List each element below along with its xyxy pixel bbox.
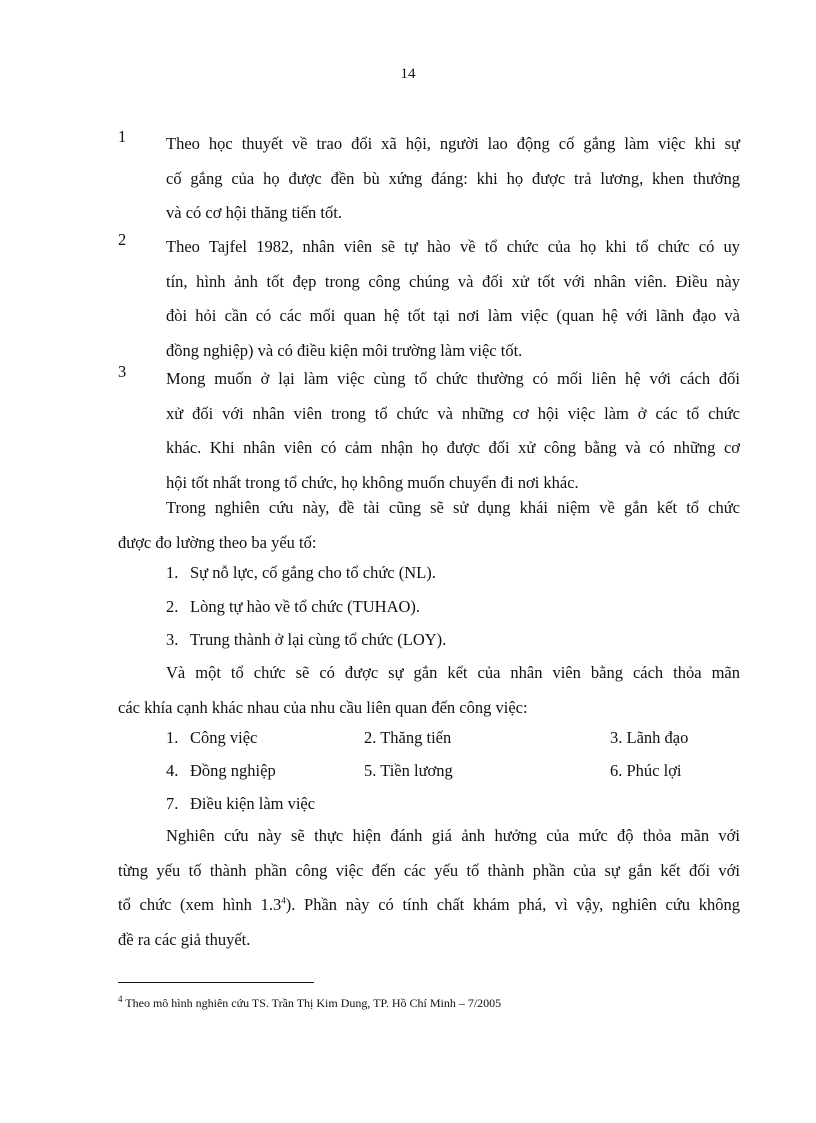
aspect-number: 1. — [166, 728, 179, 747]
item-line: xử đối với nhân viên trong tổ chức và những cơ hội việc làm ở các tổ chức — [166, 403, 740, 423]
paragraph-line: từng yếu tố thành phần công việc đến các yếu tố thành phần của sự gắn kết đối với — [118, 860, 740, 880]
paragraph — [118, 491, 740, 560]
footnote-divider — [118, 982, 314, 983]
footnote-reference[interactable]: 4 — [281, 895, 286, 906]
item-line: đồng nghiệp) và có điều kiện môi trường làm việc tốt. — [166, 340, 523, 360]
page-number: 14 — [400, 66, 416, 82]
factor-item — [166, 563, 436, 583]
paragraph-line: Nghiên cứu này sẽ thực hiện đánh giá ảnh hưởng của mức độ thỏa mãn với — [166, 826, 740, 845]
factor-item — [166, 630, 446, 650]
item-line: tín, hình ảnh tốt đẹp trong công chúng và đối xử tốt với nhân viên. Điều này — [166, 271, 740, 291]
item-line: Theo học thuyết về trao đổi xã hội, người lao động cố gắng làm việc khi sự — [166, 134, 740, 153]
item-number: 2 — [118, 230, 127, 249]
numbered-item — [118, 127, 740, 231]
aspect-item: 6. Phúc lợi — [610, 761, 682, 780]
factor-number: 1. — [166, 563, 179, 582]
paragraph-line: đề ra các giả thuyết. — [118, 929, 251, 949]
factor-number: 3. — [166, 630, 179, 649]
item-line: cố gắng của họ được đền bù xứng đáng: khi họ được trả lương, khen thưởng — [166, 168, 740, 188]
footnote-text: Theo mô hình nghiên cứu TS. Trần Thị Kim Dung, TP. Hồ Chí Minh – 7/2005 — [125, 996, 502, 1010]
item-number: 1 — [118, 127, 127, 146]
item-line: đòi hỏi cần có các mối quan hệ tốt tại nơi làm việc (quan hệ với lãnh đạo và — [166, 306, 740, 325]
aspect-item: 5. Tiền lương — [364, 761, 453, 780]
item-line: Mong muốn ở lại làm việc cùng tổ chức thường có mối liên hệ với cách đối — [166, 369, 740, 388]
item-number: 3 — [118, 362, 127, 381]
factor-text: Lòng tự hào về tổ chức (TUHAO). — [190, 597, 421, 616]
paragraph-line: Và một tổ chức sẽ có được sự gắn kết của nhân viên bằng cách thỏa mãn — [166, 663, 740, 682]
item-line: Theo Tajfel 1982, nhân viên sẽ tự hào về tổ chức của họ khi tổ chức có uy — [166, 237, 740, 256]
aspect-item — [166, 794, 315, 814]
paragraph — [118, 819, 740, 957]
paragraph-line — [118, 888, 740, 923]
aspect-text: Đồng nghiệp — [190, 761, 276, 780]
factor-text: Sự nỗ lực, cố gắng cho tổ chức (NL). — [190, 563, 436, 582]
aspect-item: 3. Lãnh đạo — [610, 728, 689, 747]
aspect-item — [166, 761, 276, 781]
paragraph-line: các khía cạnh khác nhau của nhu cầu liên quan đến công việc: — [118, 697, 528, 717]
factor-text: Trung thành ở lại cùng tổ chức (LOY). — [190, 630, 447, 649]
paragraph-text: tổ chức (xem hình 1.3 — [118, 895, 282, 914]
aspect-text: Công việc — [190, 728, 258, 747]
factor-item — [166, 597, 420, 617]
aspect-text: Điều kiện làm việc — [190, 794, 316, 813]
item-line: và có cơ hội thăng tiến tốt. — [166, 203, 342, 222]
numbered-item — [118, 230, 740, 368]
aspect-number: 4. — [166, 761, 179, 780]
paragraph — [118, 656, 740, 725]
item-line: hội tốt nhất trong tổ chức, họ không muốn chuyển đi nơi khác. — [166, 472, 579, 492]
paragraph-text: ). Phần này có tính chất khám phá, vì vậy, nghiên cứu không — [285, 895, 740, 914]
aspect-number: 7. — [166, 794, 179, 813]
paragraph-line: Trong nghiên cứu này, đề tài cũng sẽ sử dụng khái niệm về gắn kết tổ chức — [166, 498, 740, 517]
paragraph-line: được đo lường theo ba yếu tố: — [118, 532, 317, 552]
aspect-item: 2. Thăng tiến — [364, 728, 452, 747]
aspect-item — [166, 728, 257, 748]
numbered-item — [118, 362, 740, 500]
factor-number: 2. — [166, 597, 179, 616]
footnote-mark: 4 — [118, 994, 123, 1004]
item-line: khác. Khi nhân viên có cảm nhận họ được đối xử công bằng và có những cơ — [166, 438, 740, 457]
footnote — [118, 996, 501, 1011]
